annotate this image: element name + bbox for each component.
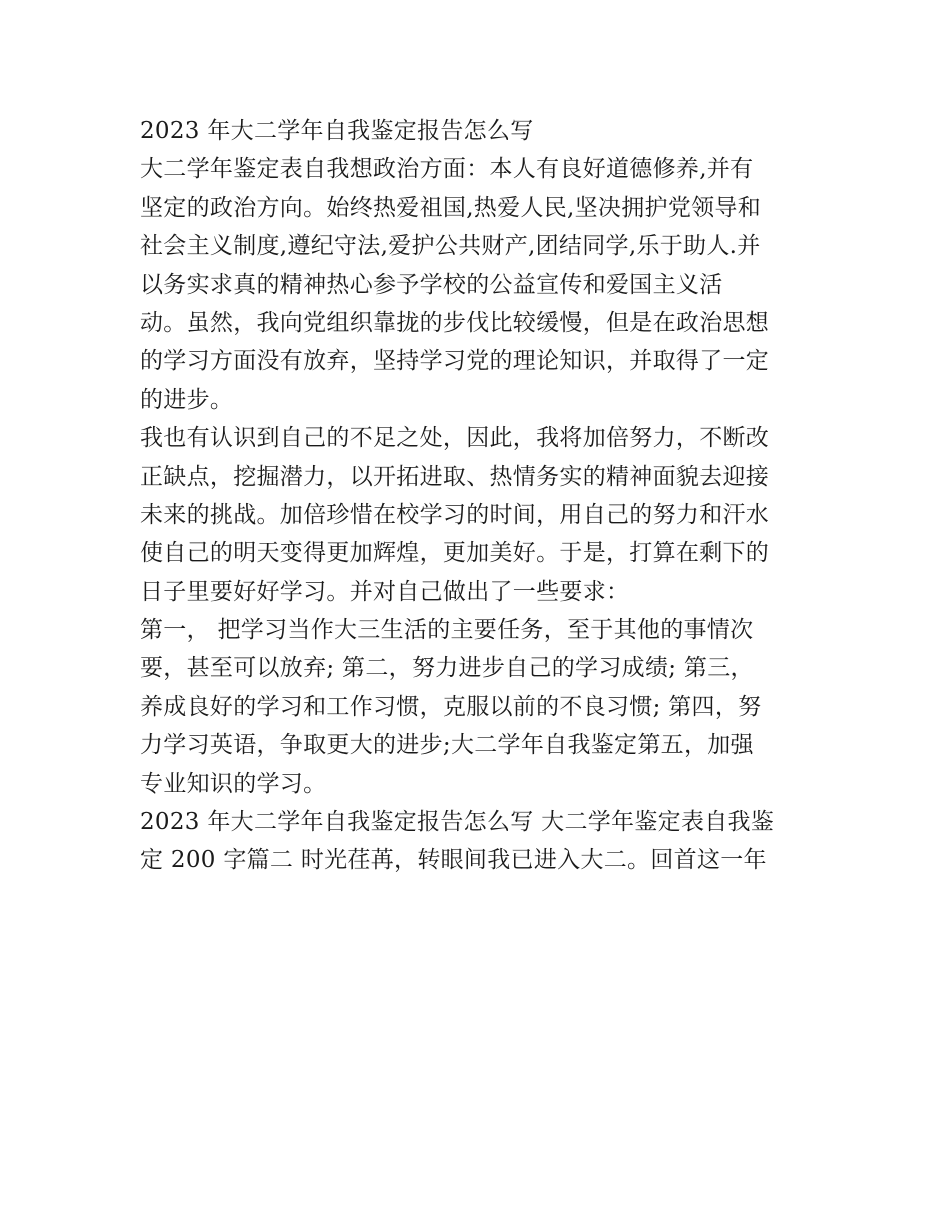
text-line: 大二学年鉴定表自我想政治方面：本人有良好道德修养,并有 [140,156,754,183]
text-line: 社会主义制度,遵纪守法,爱护公共财产,团结同学,乐于助人.并 [140,233,761,260]
document-body [140,112,830,880]
text-line: 使自己的明天变得更加辉煌，更加美好。于是，打算在剩下的 [140,540,770,567]
text-line: 要，甚至可以放弃; 第二，努力进步自己的学习成绩; 第三， [140,655,754,682]
text-line: 定 200 字篇二 时光荏苒，转眼间我已进入大二。回首这一年 [140,847,767,874]
text-line: 力学习英语，争取更大的进步;大二学年自我鉴定第五，加强 [140,732,754,759]
text-line: 正缺点，挖掘潜力，以开拓进取、热情务实的精神面貌去迎接 [140,463,770,490]
text-line: 未来的挑战。加倍珍惜在校学习的时间，用自己的努力和汗水 [140,501,770,528]
text-line: 的进步。 [140,386,234,413]
text-line: 养成良好的学习和工作习惯，克服以前的不良习惯; 第四，努 [140,693,762,720]
text-line: 动。虽然，我向党组织靠拢的步伐比较缓慢，但是在政治思想 [140,309,770,336]
text-line: 2023 年大二学年自我鉴定报告怎么写 大二学年鉴定表自我鉴 [140,809,775,836]
text-line: 我也有认识到自己的不足之处，因此，我将加倍努力，不断改 [140,425,770,452]
text-line: 坚定的政治方向。始终热爱祖国,热爱人民,坚决拥护党领导和 [140,194,762,221]
text-line: 日子里要好好学习。并对自己做出了一些要求： [140,578,630,605]
text-line: 专业知识的学习。 [140,770,327,797]
text-line: 的学习方面没有放弃，坚持学习党的理论知识，并取得了一定 [140,348,770,375]
document-title: 2023 年大二学年自我鉴定报告怎么写 [140,118,534,144]
text-line: 第一， 把学习当作大三生活的主要任务，至于其他的事情次 [140,617,754,644]
text-line: 以务实求真的精神热心参予学校的公益宣传和爱国主义活 [140,271,723,298]
